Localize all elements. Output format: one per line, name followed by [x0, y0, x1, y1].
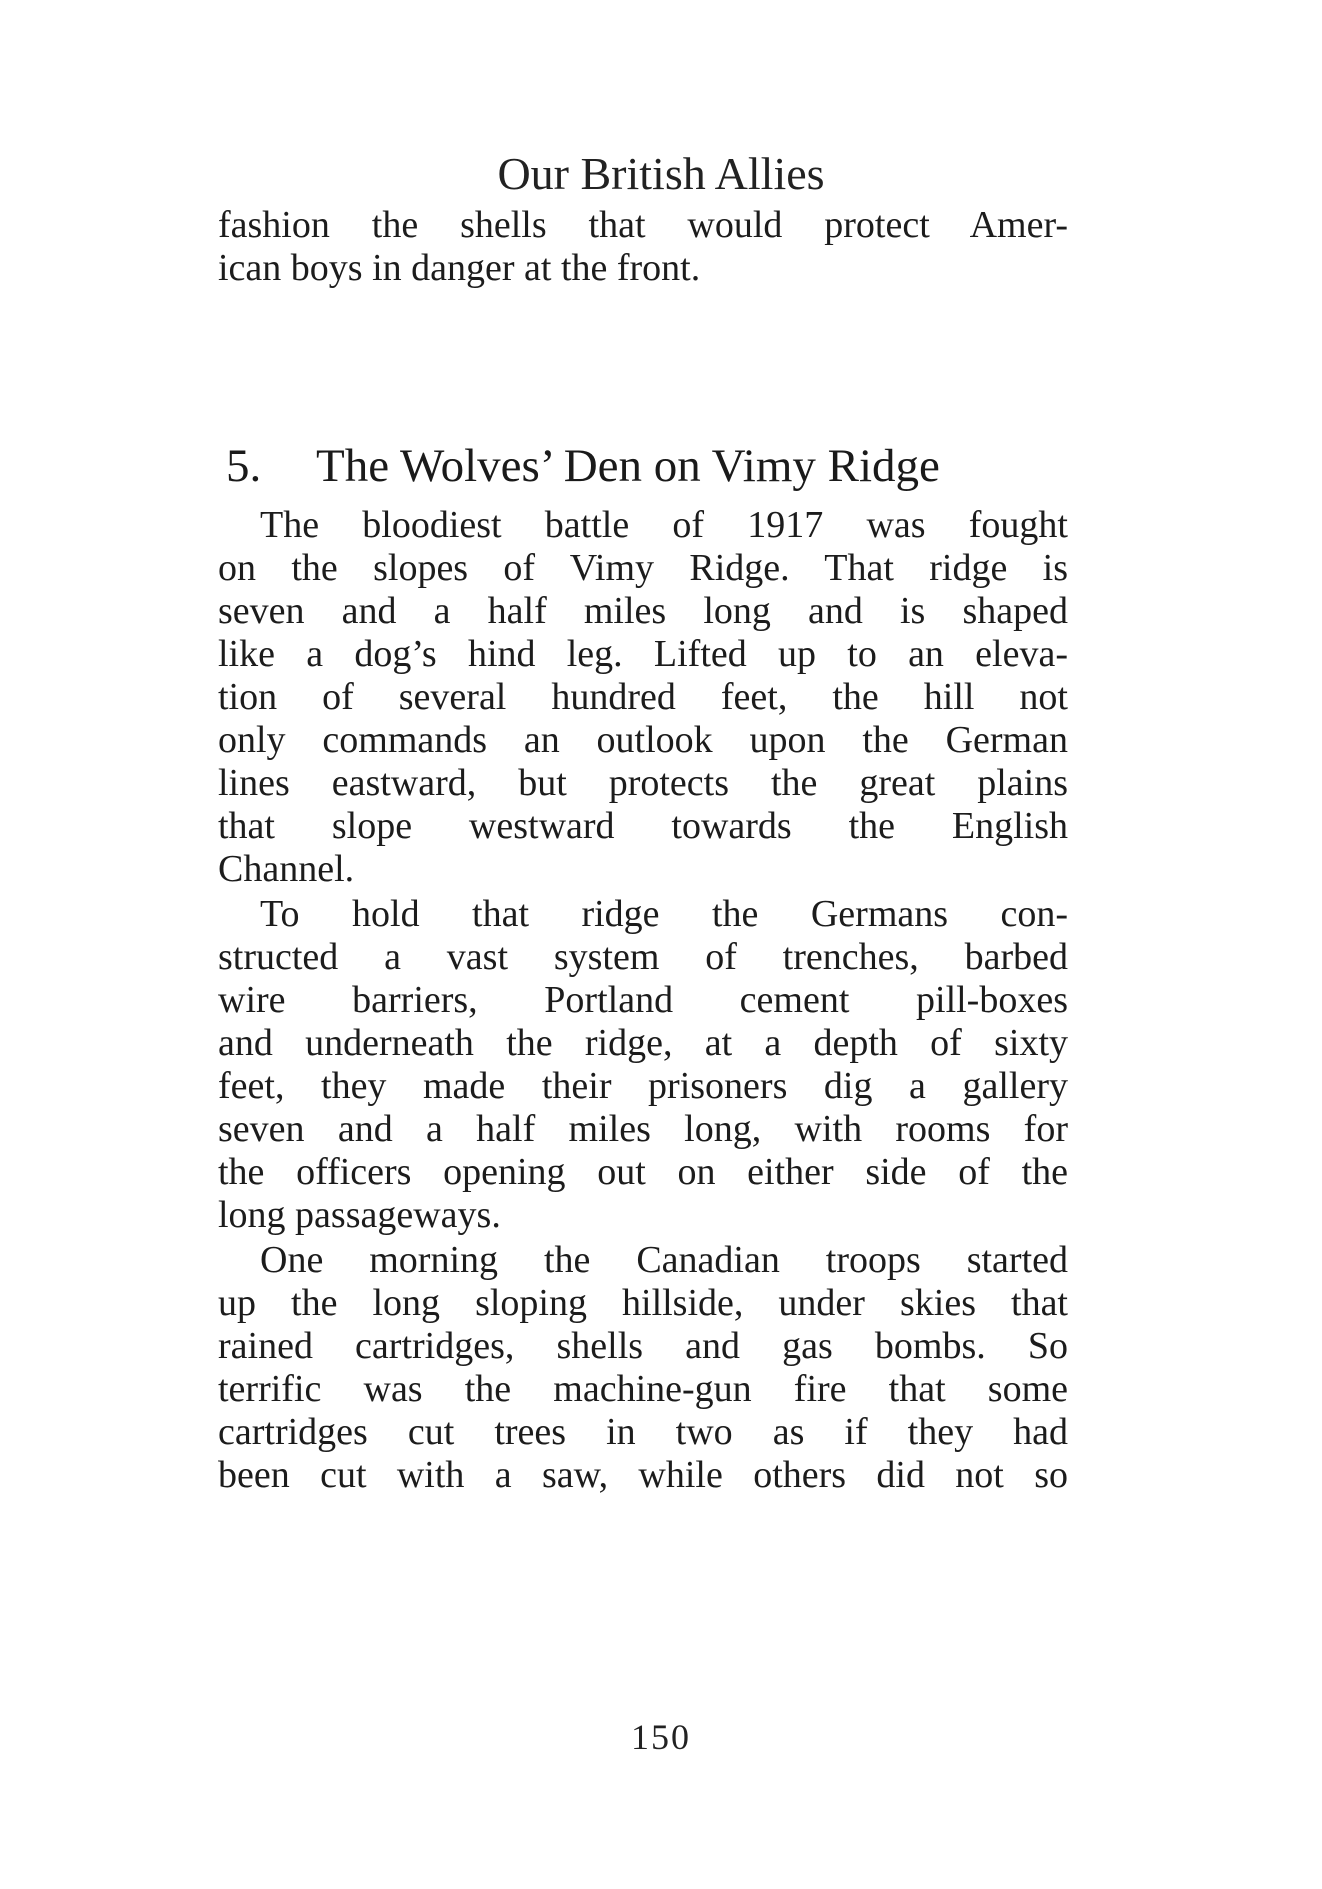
paragraph-line: tion of several hundred feet, the hill not — [218, 676, 1068, 718]
section-heading — [226, 436, 1068, 496]
paragraph-line: terrific was the machine-gun fire that some — [218, 1368, 1068, 1410]
page-number: 150 — [631, 1717, 691, 1757]
paragraph-line: and underneath the ridge, at a depth of sixty — [218, 1022, 1068, 1064]
paragraph-line: One morning the Canadian troops started — [260, 1239, 1068, 1281]
running-head: Our British Allies — [497, 148, 825, 199]
carryover-line: fashion the shells that would protect Amer- — [218, 204, 1068, 246]
paragraph-line: up the long sloping hillside, under skies that — [218, 1282, 1068, 1324]
paragraph-line: wire barriers, Portland cement pill-boxes — [218, 979, 1068, 1021]
paragraph-line: The bloodiest battle of 1917 was fought — [260, 504, 1068, 546]
paragraph-line: To hold that ridge the Germans con- — [260, 893, 1068, 935]
paragraph-line: feet, they made their prisoners dig a gallery — [218, 1065, 1068, 1107]
paragraph-line: rained cartridges, shells and gas bombs. So — [218, 1325, 1068, 1367]
paragraph-line: on the slopes of Vimy Ridge. That ridge is — [218, 547, 1068, 589]
paragraph-line: seven and a half miles long and is shaped — [218, 590, 1068, 632]
paragraph-line: structed a vast system of trenches, barbed — [218, 936, 1068, 978]
section-number: 5. — [226, 440, 262, 492]
paragraph-line: only commands an outlook upon the German — [218, 719, 1068, 761]
paragraph-line: long passageways. — [218, 1194, 501, 1236]
paragraph-line: cartridges cut trees in two as if they had — [218, 1411, 1068, 1453]
paragraph-line: that slope westward towards the English — [218, 805, 1068, 847]
carryover-line: ican boys in danger at the front. — [218, 247, 701, 289]
paragraph-line: the officers opening out on either side of the — [218, 1151, 1068, 1193]
paragraph-line: like a dog’s hind leg. Lifted up to an eleva- — [218, 633, 1068, 675]
paragraph-line: been cut with a saw, while others did not so — [218, 1454, 1068, 1496]
section-title: The Wolves’ Den on Vimy Ridge — [316, 440, 940, 492]
paragraph-line: Channel. — [218, 848, 355, 890]
paragraph-line: seven and a half miles long, with rooms for — [218, 1108, 1068, 1150]
paragraph-line: lines eastward, but protects the great plains — [218, 762, 1068, 804]
